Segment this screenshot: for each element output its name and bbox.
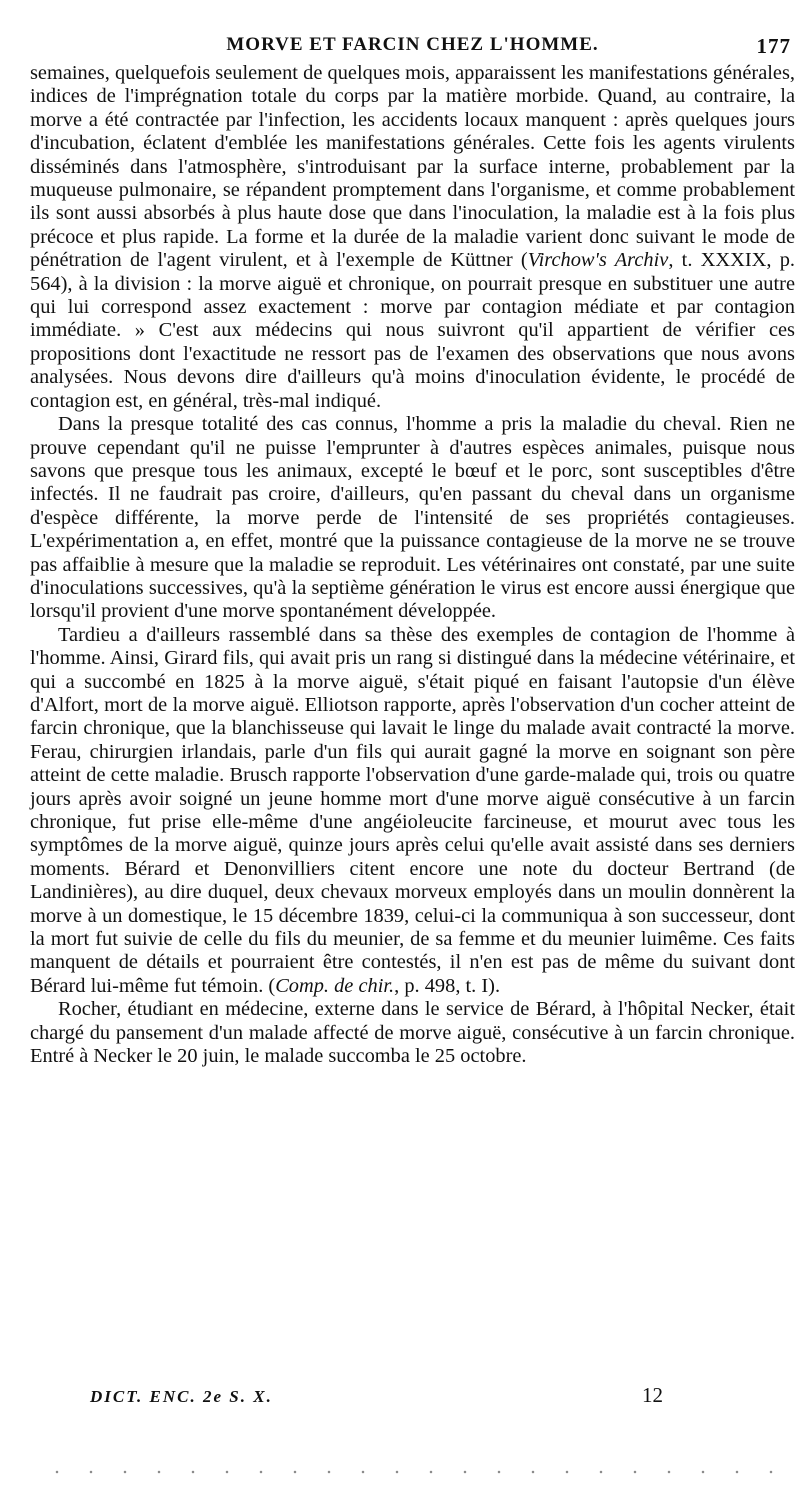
page-footer <box>30 1383 795 1413</box>
bottom-dotted-line <box>40 1470 780 1474</box>
paragraph-1-text: semaines, quelquefois seulement de quelques mois, apparaissent les manifestations générales, indices de l'imprégnation totale du corps par la matière morbide. Quand, au contraire, la morve a été contractée par l'infection, les accidents locaux manquent : après quelques jours d'incubation, éclatent d'emblée les manifestations générales. Cette fois les agents virulents disséminés dans l'atmosphère, s'introduisant par la surface interne, probablement par la muqueuse pulmonaire, se répandent promptement dans l'organisme, et comme probablement ils sont aussi absorbés à plus haute dose que dans l'inoculation, la maladie est à la fois plus précoce et plus rapide. La forme et la durée de la maladie varient donc suivant le mode de pénétration de l'agent virulent, et à l'exemple de Küttner ( <box>30 62 795 272</box>
page-number: 177 <box>756 34 791 58</box>
citation-comp-chir: Comp. de chir. <box>275 974 395 997</box>
page <box>30 28 795 1068</box>
body-text <box>30 62 795 1068</box>
paragraph-1-text-after: , t. XXXIX, p. 564), à la division : la morve aiguë et chronique, on pourrait presque en substituer une autre qui lui correspond assez exactement : morve par contagion médiate et par contagion immédiate. » C'est aux médecins qui nous suivront qu'il appartient de vérifier ces propositions dont l'exactitude ne ressort pas de l'examen des observations que nous avons analysées. Nous devons dire d'ailleurs qu'à moins d'inoculation évidente, le procédé de contagion est, en général, très-mal indiqué. <box>30 249 795 412</box>
paragraph-3 <box>30 624 795 999</box>
paragraph-4: Rocher, étudiant en médecine, externe dans le service de Bérard, à l'hôpital Necker, était chargé du pansement d'un malade affecté de morve aiguë, consécutive à un farcin chronique. Entré à Necker le 20 juin, le malade succomba le 25 octobre. <box>30 998 795 1068</box>
paragraph-3-text: Tardieu a d'ailleurs rassemblé dans sa thèse des exemples de contagion de l'homme à l'homme. Ainsi, Girard fils, qui avait pris un rang si distingué dans la médecine vétérinaire, et qui a succombé en 1825 à la morve aiguë, s'était piqué en faisant l'autopsie d'un élève d'Alfort, mort de la morve aiguë. Elliotson rapporte, après l'observation d'un cocher atteint de farcin chronique, que la blanchisseuse qui lavait le linge du malade avait contracté la morve. Ferau, chirurgien irlandais, parle d'un fils qui aurait gagné la morve en soignant son père atteint de cette maladie. Brusch rapporte l'observation d'une garde-malade qui, trois ou quatre jours après avoir soigné un jeune homme mort d'une morve aiguë consécutive à un farcin chronique, fut prise elle-même d'une angéioleucite farcineuse, et mourut avec tous les symptômes de la morve aiguë, quinze jours après celui qu'elle avait assisté dans ses derniers moments. Bérard et Denonvilliers citent encore une note du docteur Bertrand (de Landinières), au dire duquel, deux chevaux morveux employés dans un moulin donnèrent la morve à un domestique, le 15 décembre 1839, celui-ci la communiqua à son successeur, dont la mort fut suivie de celle du fils du meunier, de sa femme et du meunier luimême. Ces faits manquent de détails et pourraient être contestés, il n'en est pas de même du suivant dont Bérard lui-même fut témoin. ( <box>30 623 795 997</box>
paragraph-2: Dans la presque totalité des cas connus, l'homme a pris la maladie du cheval. Rien ne prouve cependant qu'il ne puisse l'emprunter à d'autres espèces animales, puisque nous savons que presque tous les animaux, excepté le bœuf et le porc, sont susceptibles d'être infectés. Il ne faudrait pas croire, d'ailleurs, qu'en passant du cheval dans un organisme d'espèce différente, la morve perde de l'intensité de ses propriétés contagieuses. L'expérimentation a, en effet, montré que la puissance contagieuse de la morve ne se trouve pas affaiblie à mesure que la maladie se reproduit. Les vétérinaires ont constaté, par une suite d'inoculations successives, qu'à la septième génération le virus est encore aussi énergique que lorsqu'il provient d'une morve spontanément développée. <box>30 413 795 623</box>
paragraph-3-text-after: , p. 498, t. I). <box>394 974 501 997</box>
printer-signature: DICT. ENC. 2e S. X. <box>90 1387 273 1406</box>
citation-virchow: Virchow's Archiv <box>527 249 669 272</box>
paragraph-1 <box>30 62 795 413</box>
running-title: MORVE ET FARCIN CHEZ L'HOMME. <box>226 34 599 55</box>
signature-number: 12 <box>642 1383 663 1407</box>
running-head <box>30 28 795 62</box>
